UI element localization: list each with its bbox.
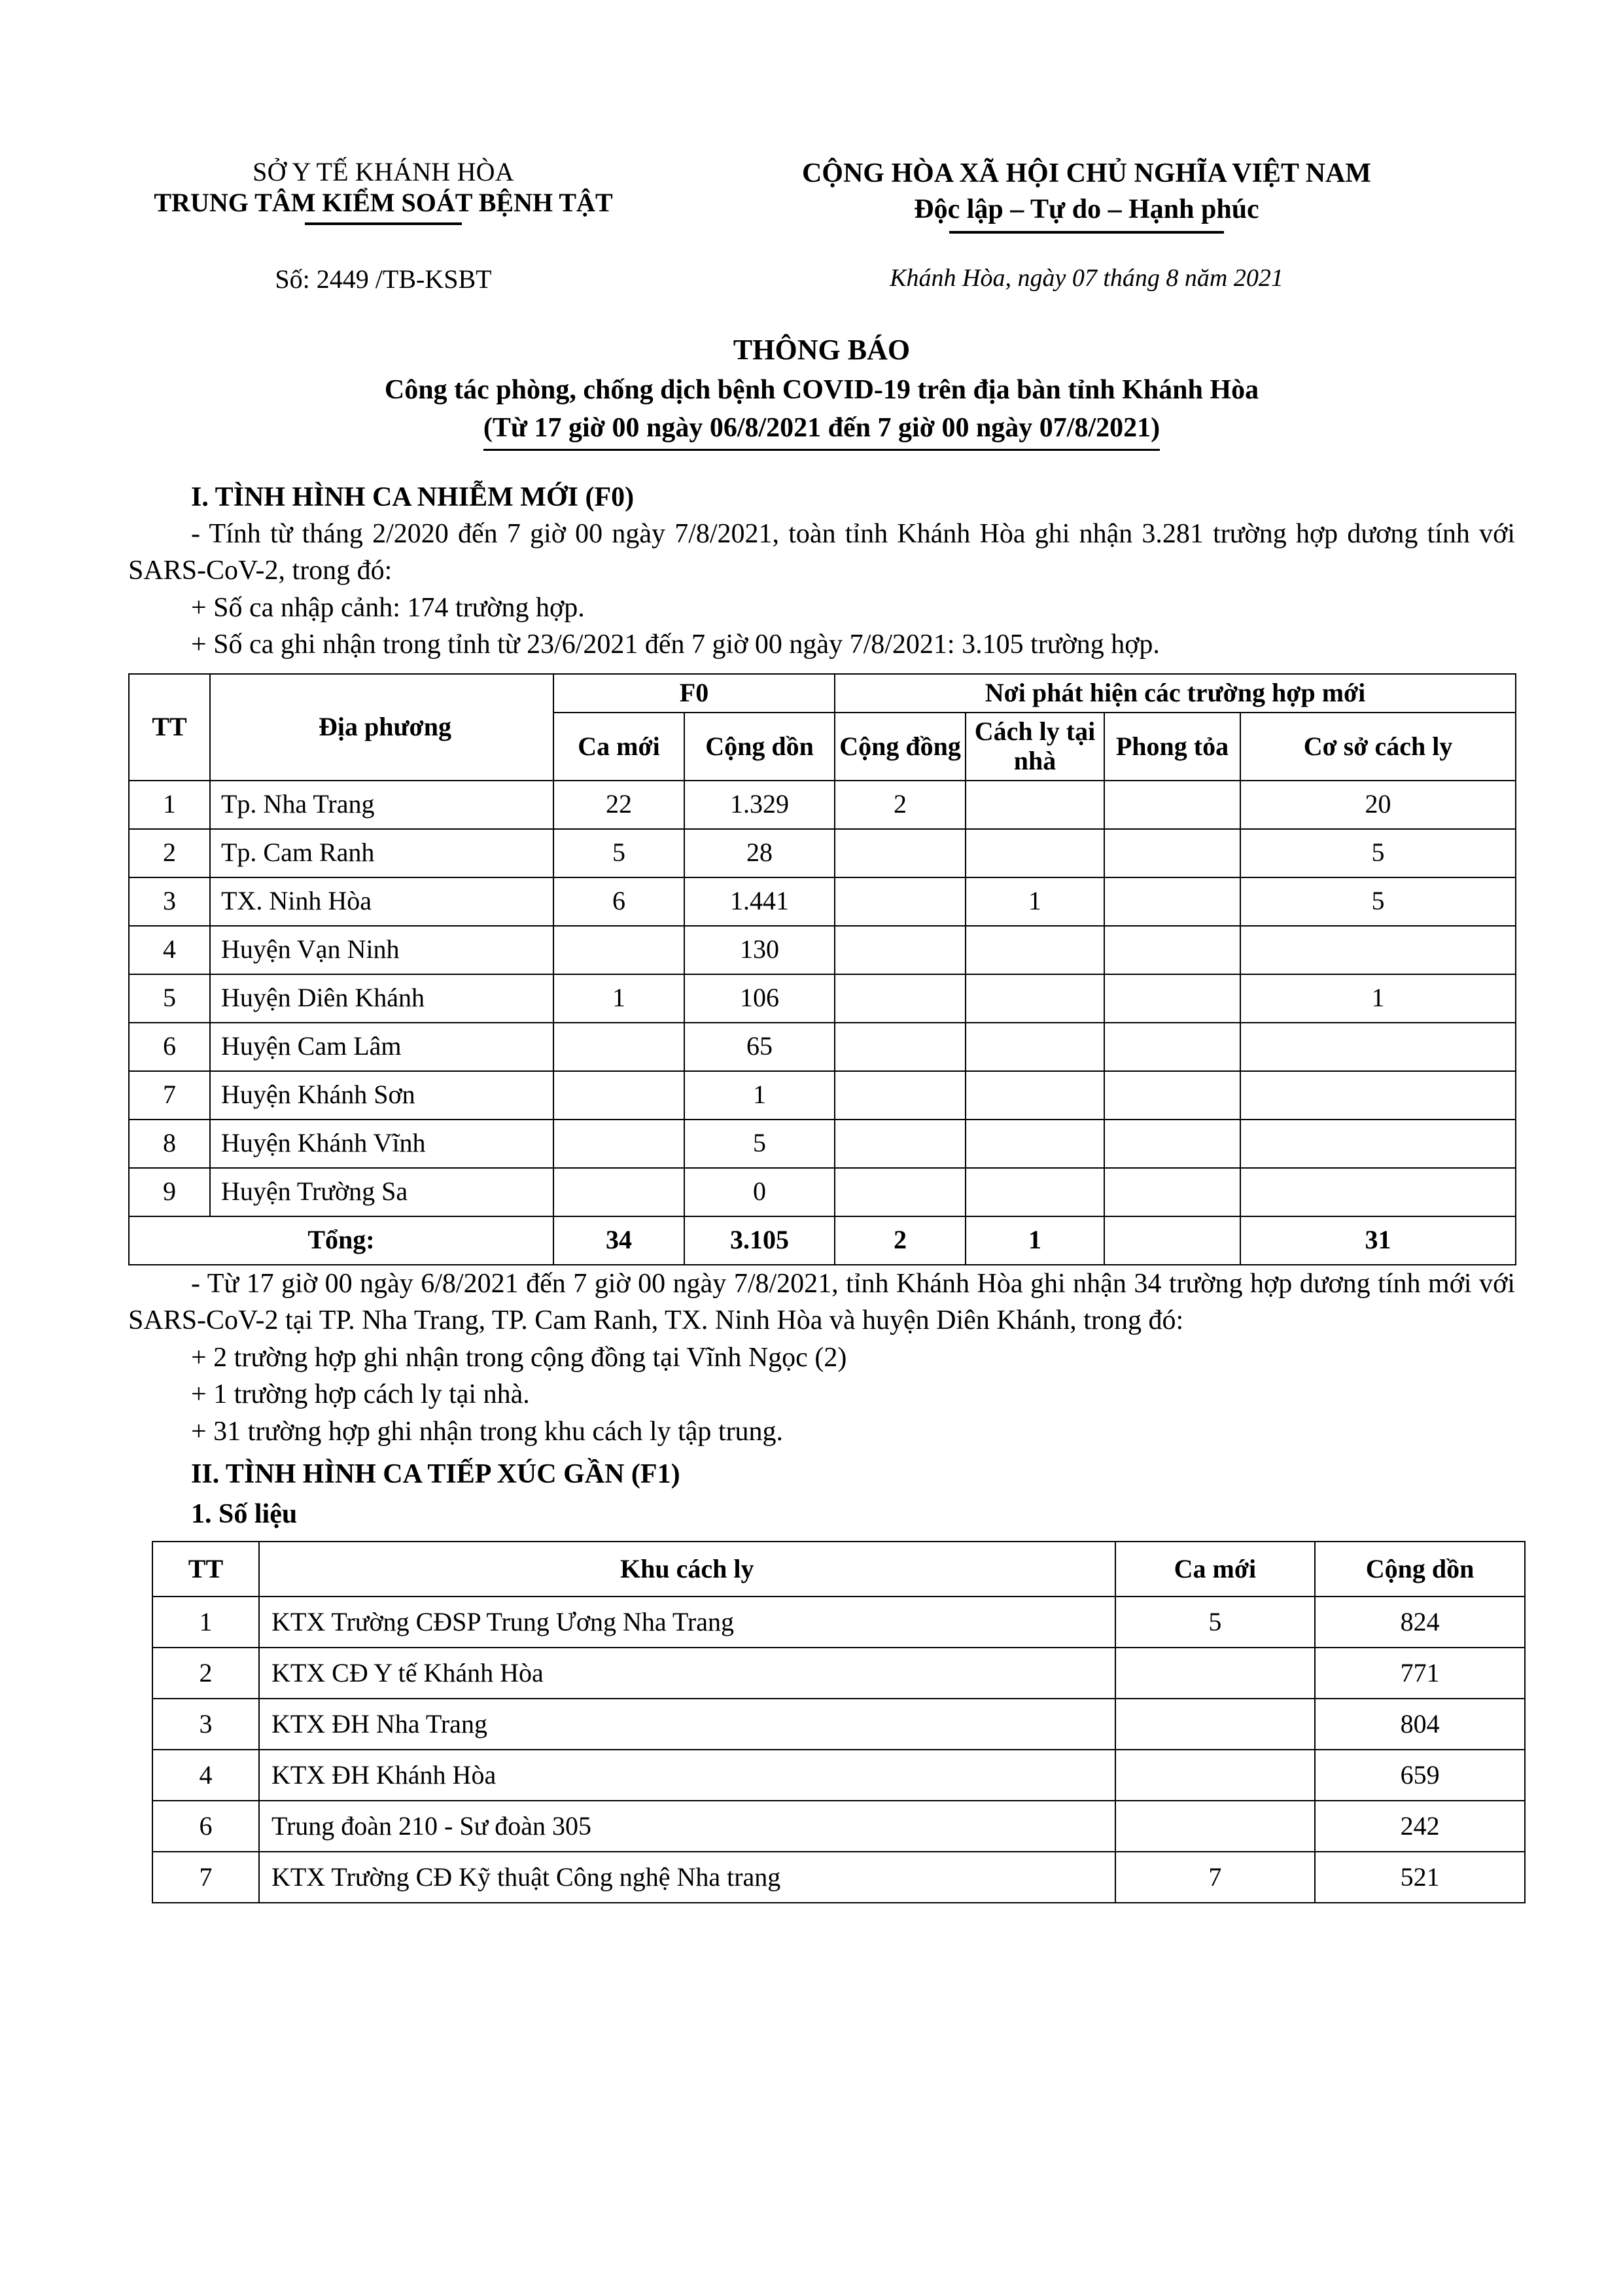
- cell-new-cases: [1115, 1750, 1316, 1801]
- cell-new-cases: 22: [553, 781, 684, 829]
- cell-tt: 3: [152, 1699, 259, 1750]
- parent-organization-name: SỞ Y TẾ KHÁNH HÒA: [253, 157, 514, 186]
- cell-zone: KTX Trường CĐ Kỹ thuật Công nghệ Nha trang: [259, 1852, 1115, 1903]
- cell-cumulative: 659: [1315, 1750, 1525, 1801]
- table-row: [129, 877, 1516, 926]
- document-content: [128, 157, 1515, 1903]
- cell-lockdown: [1104, 974, 1240, 1023]
- cell-lockdown: [1104, 1168, 1240, 1216]
- cell-locality: Huyện Trường Sa: [210, 1168, 553, 1216]
- cell-cumulative: 521: [1315, 1852, 1525, 1903]
- cell-new-cases: [1115, 1699, 1316, 1750]
- header-new-cases: Ca mới: [553, 713, 684, 781]
- header-home-quarantine: Cách ly tại nhà: [966, 713, 1104, 781]
- section-1-paragraph-2: - Từ 17 giờ 00 ngày 6/8/2021 đến 7 giờ 00 ngày 7/8/2021, tỉnh Khánh Hòa ghi nhận 34 trường hợp dương tính mới với SARS-CoV-2 tại TP. Nha Trang, TP. Cam Ranh, TX. Ninh Hòa và huyện Diên Khánh, trong đó:: [128, 1268, 1515, 1336]
- cell-home-quarantine: [966, 1071, 1104, 1120]
- cell-home-quarantine: [966, 974, 1104, 1023]
- table-row: [129, 1168, 1516, 1216]
- table-row: [129, 1023, 1516, 1071]
- letterhead-right-divider: [949, 231, 1224, 234]
- cell-total-lockdown: [1104, 1216, 1240, 1265]
- header-cumulative: Cộng dồn: [1315, 1542, 1525, 1597]
- cell-new-cases: [553, 1071, 684, 1120]
- document-period-wrap: [128, 410, 1515, 451]
- cell-tt: 6: [129, 1023, 210, 1071]
- cell-cumulative: 106: [684, 974, 835, 1023]
- cell-total-new-cases: 34: [553, 1216, 684, 1265]
- header-tt: TT: [129, 674, 210, 780]
- cell-facility: 1: [1240, 974, 1516, 1023]
- cell-new-cases: 5: [553, 829, 684, 877]
- f1-quarantine-table: [152, 1541, 1526, 1903]
- cell-new-cases: 7: [1115, 1852, 1316, 1903]
- table-row: [152, 1699, 1525, 1750]
- cell-total-facility: 31: [1240, 1216, 1516, 1265]
- table-row: [152, 1852, 1525, 1903]
- cell-new-cases: 6: [553, 877, 684, 926]
- section-1-bullet-facility: + 31 trường hợp ghi nhận trong khu cách ly tập trung.: [191, 1416, 784, 1447]
- cell-home-quarantine: 1: [966, 877, 1104, 926]
- cell-locality: Huyện Cam Lâm: [210, 1023, 553, 1071]
- cell-community: [835, 974, 966, 1023]
- cell-locality: Huyện Khánh Vĩnh: [210, 1120, 553, 1168]
- cell-cumulative: 5: [684, 1120, 835, 1168]
- table-row: [152, 1597, 1525, 1648]
- cell-cumulative: 1.329: [684, 781, 835, 829]
- cell-facility: [1240, 1071, 1516, 1120]
- header-community: Cộng đồng: [835, 713, 966, 781]
- table-total-row: [129, 1216, 1516, 1265]
- header-new-cases: Ca mới: [1115, 1542, 1316, 1597]
- table-row: [152, 1648, 1525, 1699]
- header-cumulative: Cộng dồn: [684, 713, 835, 781]
- cell-community: [835, 926, 966, 974]
- f0-cases-table: [128, 673, 1516, 1265]
- cell-new-cases: [553, 926, 684, 974]
- header-group-f0: F0: [553, 674, 835, 713]
- cell-locality: Huyện Vạn Ninh: [210, 926, 553, 974]
- cell-cumulative: 804: [1315, 1699, 1525, 1750]
- letterhead-right: [632, 157, 1515, 234]
- section-1-bullet-home: + 1 trường hợp cách ly tại nhà.: [191, 1379, 530, 1410]
- document-subject: Công tác phòng, chống dịch bệnh COVID-19 trên địa bàn tỉnh Khánh Hòa: [384, 375, 1259, 406]
- section-1-bullet-entry-cases: + Số ca nhập cảnh: 174 trường hợp.: [191, 592, 585, 623]
- letterhead-left-divider: [305, 222, 462, 225]
- cell-new-cases: [553, 1168, 684, 1216]
- cell-facility: 20: [1240, 781, 1516, 829]
- cell-community: [835, 1023, 966, 1071]
- cell-cumulative: 0: [684, 1168, 835, 1216]
- document-number-row: [128, 264, 1515, 294]
- cell-zone: KTX ĐH Nha Trang: [259, 1699, 1115, 1750]
- cell-community: [835, 877, 966, 926]
- cell-zone: KTX ĐH Khánh Hòa: [259, 1750, 1115, 1801]
- cell-total-label: Tổng:: [129, 1216, 553, 1265]
- section-1-heading: I. TÌNH HÌNH CA NHIỄM MỚI (F0): [191, 482, 635, 512]
- cell-cumulative: 824: [1315, 1597, 1525, 1648]
- header-facility-quarantine: Cơ sở cách ly: [1240, 713, 1516, 781]
- cell-tt: 2: [129, 829, 210, 877]
- header-locality: Địa phương: [210, 674, 553, 780]
- cell-cumulative: 242: [1315, 1801, 1525, 1852]
- cell-zone: KTX CĐ Y tế Khánh Hòa: [259, 1648, 1115, 1699]
- cell-locality: Tp. Nha Trang: [210, 781, 553, 829]
- national-title: CỘNG HÒA XÃ HỘI CHỦ NGHĨA VIỆT NAM: [801, 158, 1372, 188]
- cell-cumulative: 28: [684, 829, 835, 877]
- cell-tt: 4: [152, 1750, 259, 1801]
- cell-lockdown: [1104, 1120, 1240, 1168]
- cell-tt: 7: [152, 1852, 259, 1903]
- cell-tt: 1: [129, 781, 210, 829]
- cell-locality: Huyện Khánh Sơn: [210, 1071, 553, 1120]
- cell-lockdown: [1104, 926, 1240, 974]
- section-2-heading: II. TÌNH HÌNH CA TIẾP XÚC GẦN (F1): [191, 1459, 680, 1490]
- cell-tt: 1: [152, 1597, 259, 1648]
- cell-facility: [1240, 926, 1516, 974]
- cell-lockdown: [1104, 829, 1240, 877]
- cell-locality: Huyện Diên Khánh: [210, 974, 553, 1023]
- cell-tt: 6: [152, 1801, 259, 1852]
- cell-lockdown: [1104, 1071, 1240, 1120]
- cell-tt: 7: [129, 1071, 210, 1120]
- letterhead: [128, 157, 1515, 234]
- cell-facility: [1240, 1120, 1516, 1168]
- cell-home-quarantine: [966, 1168, 1104, 1216]
- table-row: [129, 1071, 1516, 1120]
- cell-new-cases: 5: [1115, 1597, 1316, 1648]
- cell-new-cases: [553, 1120, 684, 1168]
- cell-home-quarantine: [966, 926, 1104, 974]
- cell-home-quarantine: [966, 829, 1104, 877]
- cell-total-community: 2: [835, 1216, 966, 1265]
- header-group-detection-place: Nơi phát hiện các trường hợp mới: [835, 674, 1516, 713]
- f1-table-body: [152, 1597, 1525, 1903]
- cell-cumulative: 65: [684, 1023, 835, 1071]
- cell-new-cases: [1115, 1801, 1316, 1852]
- cell-cumulative: 1: [684, 1071, 835, 1120]
- f1-table-header-row: [152, 1542, 1525, 1597]
- cell-home-quarantine: [966, 781, 1104, 829]
- cell-new-cases: [553, 1023, 684, 1071]
- cell-tt: 2: [152, 1648, 259, 1699]
- cell-facility: [1240, 1023, 1516, 1071]
- f0-table-body: [129, 781, 1516, 1265]
- table-row: [152, 1750, 1525, 1801]
- cell-facility: 5: [1240, 829, 1516, 877]
- table-row: [129, 1120, 1516, 1168]
- letterhead-left: [128, 157, 632, 225]
- table-row: [129, 829, 1516, 877]
- cell-lockdown: [1104, 877, 1240, 926]
- table-row: [152, 1801, 1525, 1852]
- cell-cumulative: 130: [684, 926, 835, 974]
- cell-locality: TX. Ninh Hòa: [210, 877, 553, 926]
- cell-tt: 5: [129, 974, 210, 1023]
- cell-total-cumulative: 3.105: [684, 1216, 835, 1265]
- cell-cumulative: 1.441: [684, 877, 835, 926]
- cell-tt: 9: [129, 1168, 210, 1216]
- cell-tt: 8: [129, 1120, 210, 1168]
- section-1-bullet-domestic-cases: + Số ca ghi nhận trong tỉnh từ 23/6/2021 đến 7 giờ 00 ngày 7/8/2021: 3.105 trường hợp.: [191, 629, 1160, 660]
- document-number: Số: 2449 /TB-KSBT: [275, 264, 492, 294]
- cell-community: [835, 1168, 966, 1216]
- organization-name: TRUNG TÂM KIỂM SOÁT BỆNH TẬT: [154, 188, 613, 218]
- cell-tt: 4: [129, 926, 210, 974]
- header-quarantine-zone: Khu cách ly: [259, 1542, 1115, 1597]
- table-row: [129, 926, 1516, 974]
- cell-total-home-quarantine: 1: [966, 1216, 1104, 1265]
- header-tt: TT: [152, 1542, 259, 1597]
- cell-zone: KTX Trường CĐSP Trung Ương Nha Trang: [259, 1597, 1115, 1648]
- cell-facility: 5: [1240, 877, 1516, 926]
- cell-tt: 3: [129, 877, 210, 926]
- section-1-paragraph-1: - Tính từ tháng 2/2020 đến 7 giờ 00 ngày 7/8/2021, toàn tỉnh Khánh Hòa ghi nhận 3.281 trường hợp dương tính với SARS-CoV-2, trong đó:: [128, 518, 1515, 586]
- cell-cumulative: 771: [1315, 1648, 1525, 1699]
- table-row: [129, 781, 1516, 829]
- cell-new-cases: 1: [553, 974, 684, 1023]
- cell-zone: Trung đoàn 210 - Sư đoàn 305: [259, 1801, 1115, 1852]
- cell-locality: Tp. Cam Ranh: [210, 829, 553, 877]
- document-type-title: THÔNG BÁO: [733, 333, 911, 366]
- table-row: [129, 974, 1516, 1023]
- title-block: [128, 331, 1515, 451]
- cell-home-quarantine: [966, 1023, 1104, 1071]
- document-period: (Từ 17 giờ 00 ngày 06/8/2021 đến 7 giờ 00 ngày 07/8/2021): [483, 410, 1160, 451]
- table-header-row-group: [129, 674, 1516, 713]
- cell-community: 2: [835, 781, 966, 829]
- cell-community: [835, 1071, 966, 1120]
- cell-home-quarantine: [966, 1120, 1104, 1168]
- national-motto: Độc lập – Tự do – Hạnh phúc: [914, 194, 1259, 225]
- cell-community: [835, 829, 966, 877]
- header-lockdown: Phong tỏa: [1104, 713, 1240, 781]
- section-2-subheading: 1. Số liệu: [191, 1498, 298, 1529]
- cell-facility: [1240, 1168, 1516, 1216]
- document-date: Khánh Hòa, ngày 07 tháng 8 năm 2021: [890, 264, 1283, 292]
- cell-lockdown: [1104, 781, 1240, 829]
- section-1-bullet-community: + 2 trường hợp ghi nhận trong cộng đồng tại Vĩnh Ngọc (2): [191, 1342, 847, 1373]
- cell-community: [835, 1120, 966, 1168]
- cell-new-cases: [1115, 1648, 1316, 1699]
- cell-lockdown: [1104, 1023, 1240, 1071]
